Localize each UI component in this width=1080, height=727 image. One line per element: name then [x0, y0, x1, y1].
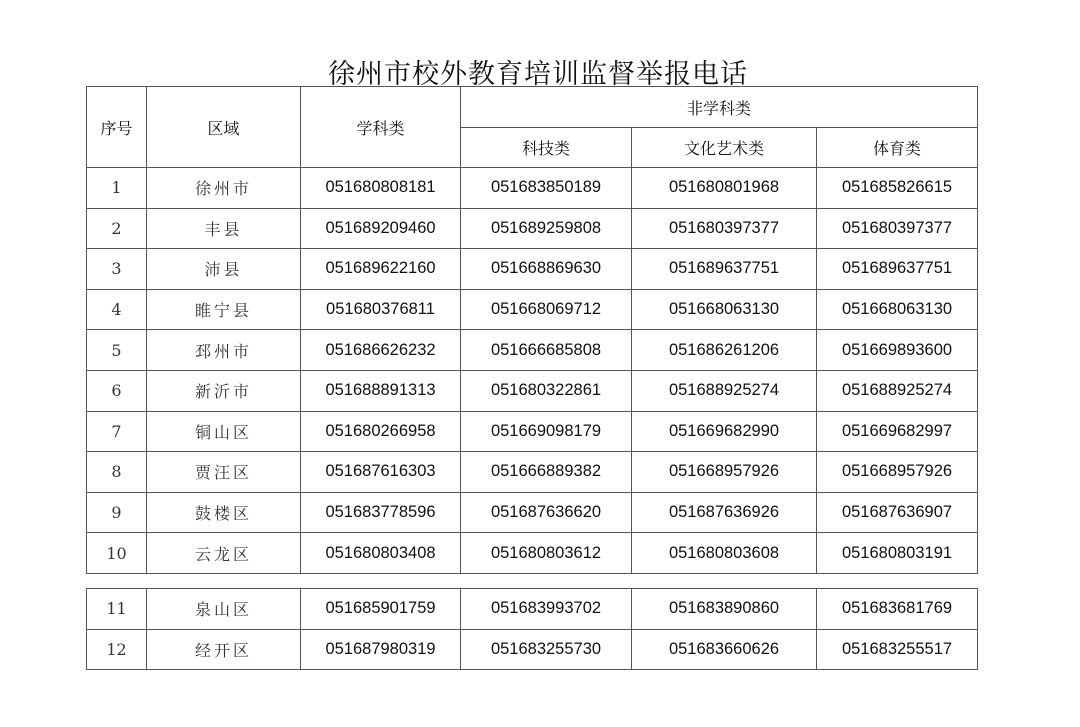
header-tech: 科技类: [461, 128, 632, 168]
table-row: [87, 411, 978, 452]
hotline-table-continued: [86, 588, 978, 670]
cell-academic-phone: 051687980319: [301, 629, 461, 670]
cell-region: 鼓楼区: [147, 492, 301, 533]
header-sports: 体育类: [817, 128, 978, 168]
cell-region: 邳州市: [147, 330, 301, 371]
cell-sports-phone: 051668063130: [817, 289, 978, 330]
cell-index: 3: [87, 249, 147, 290]
cell-sports-phone: 051669682997: [817, 411, 978, 452]
cell-tech-phone: 051680803612: [461, 533, 632, 574]
cell-region: 贾汪区: [147, 452, 301, 493]
cell-academic-phone: 051689209460: [301, 208, 461, 249]
cell-index: 1: [87, 168, 147, 209]
cell-culture-art-phone: 051683660626: [632, 629, 817, 670]
table-row: [87, 533, 978, 574]
cell-tech-phone: 051666889382: [461, 452, 632, 493]
cell-tech-phone: 051689259808: [461, 208, 632, 249]
cell-index: 11: [87, 589, 147, 630]
cell-culture-art-phone: 051680803608: [632, 533, 817, 574]
table-body-continued: [87, 589, 978, 670]
cell-region: 徐州市: [147, 168, 301, 209]
cell-region: 铜山区: [147, 411, 301, 452]
header-region: 区域: [147, 87, 301, 168]
cell-index: 7: [87, 411, 147, 452]
table-row: [87, 452, 978, 493]
cell-culture-art-phone: 051680397377: [632, 208, 817, 249]
table-row: [87, 330, 978, 371]
page-title: 徐州市校外教育培训监督举报电话: [328, 59, 748, 90]
cell-index: 5: [87, 330, 147, 371]
cell-academic-phone: 051688891313: [301, 370, 461, 411]
cell-academic-phone: 051687616303: [301, 452, 461, 493]
table-row: [87, 370, 978, 411]
table-row: [87, 589, 978, 630]
table-row: [87, 249, 978, 290]
header-culture-art: 文化艺术类: [632, 128, 817, 168]
table-row: [87, 168, 978, 209]
cell-culture-art-phone: 051683890860: [632, 589, 817, 630]
table-body: [87, 168, 978, 574]
cell-index: 10: [87, 533, 147, 574]
table-row: [87, 208, 978, 249]
cell-tech-phone: 051687636620: [461, 492, 632, 533]
cell-academic-phone: 051680803408: [301, 533, 461, 574]
cell-academic-phone: 051680266958: [301, 411, 461, 452]
cell-sports-phone: 051689637751: [817, 249, 978, 290]
cell-region: 睢宁县: [147, 289, 301, 330]
cell-tech-phone: 051666685808: [461, 330, 632, 371]
cell-sports-phone: 051680803191: [817, 533, 978, 574]
cell-region: 经开区: [147, 629, 301, 670]
header-non-academic: 非学科类: [461, 87, 978, 128]
cell-tech-phone: 051683993702: [461, 589, 632, 630]
cell-sports-phone: 051669893600: [817, 330, 978, 371]
cell-region: 新沂市: [147, 370, 301, 411]
cell-culture-art-phone: 051686261206: [632, 330, 817, 371]
cell-academic-phone: 051680376811: [301, 289, 461, 330]
table-row: [87, 629, 978, 670]
header-academic: 学科类: [301, 87, 461, 168]
cell-index: 2: [87, 208, 147, 249]
cell-academic-phone: 051680808181: [301, 168, 461, 209]
cell-culture-art-phone: 051668063130: [632, 289, 817, 330]
cell-sports-phone: 051685826615: [817, 168, 978, 209]
cell-tech-phone: 051680322861: [461, 370, 632, 411]
cell-index: 6: [87, 370, 147, 411]
cell-region: 泉山区: [147, 589, 301, 630]
header-index: 序号: [87, 87, 147, 168]
hotline-table: [86, 86, 978, 574]
cell-region: 丰县: [147, 208, 301, 249]
cell-sports-phone: 051683255517: [817, 629, 978, 670]
cell-academic-phone: 051683778596: [301, 492, 461, 533]
cell-academic-phone: 051689622160: [301, 249, 461, 290]
cell-tech-phone: 051669098179: [461, 411, 632, 452]
cell-index: 4: [87, 289, 147, 330]
cell-academic-phone: 051685901759: [301, 589, 461, 630]
cell-sports-phone: 051688925274: [817, 370, 978, 411]
table-row: [87, 289, 978, 330]
cell-culture-art-phone: 051687636926: [632, 492, 817, 533]
cell-region: 云龙区: [147, 533, 301, 574]
cell-tech-phone: 051683255730: [461, 629, 632, 670]
cell-sports-phone: 051668957926: [817, 452, 978, 493]
cell-culture-art-phone: 051669682990: [632, 411, 817, 452]
cell-sports-phone: 051680397377: [817, 208, 978, 249]
cell-tech-phone: 051683850189: [461, 168, 632, 209]
cell-culture-art-phone: 051668957926: [632, 452, 817, 493]
cell-academic-phone: 051686626232: [301, 330, 461, 371]
cell-sports-phone: 051687636907: [817, 492, 978, 533]
cell-sports-phone: 051683681769: [817, 589, 978, 630]
cell-tech-phone: 051668869630: [461, 249, 632, 290]
cell-culture-art-phone: 051689637751: [632, 249, 817, 290]
cell-culture-art-phone: 051688925274: [632, 370, 817, 411]
cell-index: 9: [87, 492, 147, 533]
cell-index: 12: [87, 629, 147, 670]
cell-culture-art-phone: 051680801968: [632, 168, 817, 209]
cell-index: 8: [87, 452, 147, 493]
cell-region: 沛县: [147, 249, 301, 290]
table-row: [87, 492, 978, 533]
cell-tech-phone: 051668069712: [461, 289, 632, 330]
